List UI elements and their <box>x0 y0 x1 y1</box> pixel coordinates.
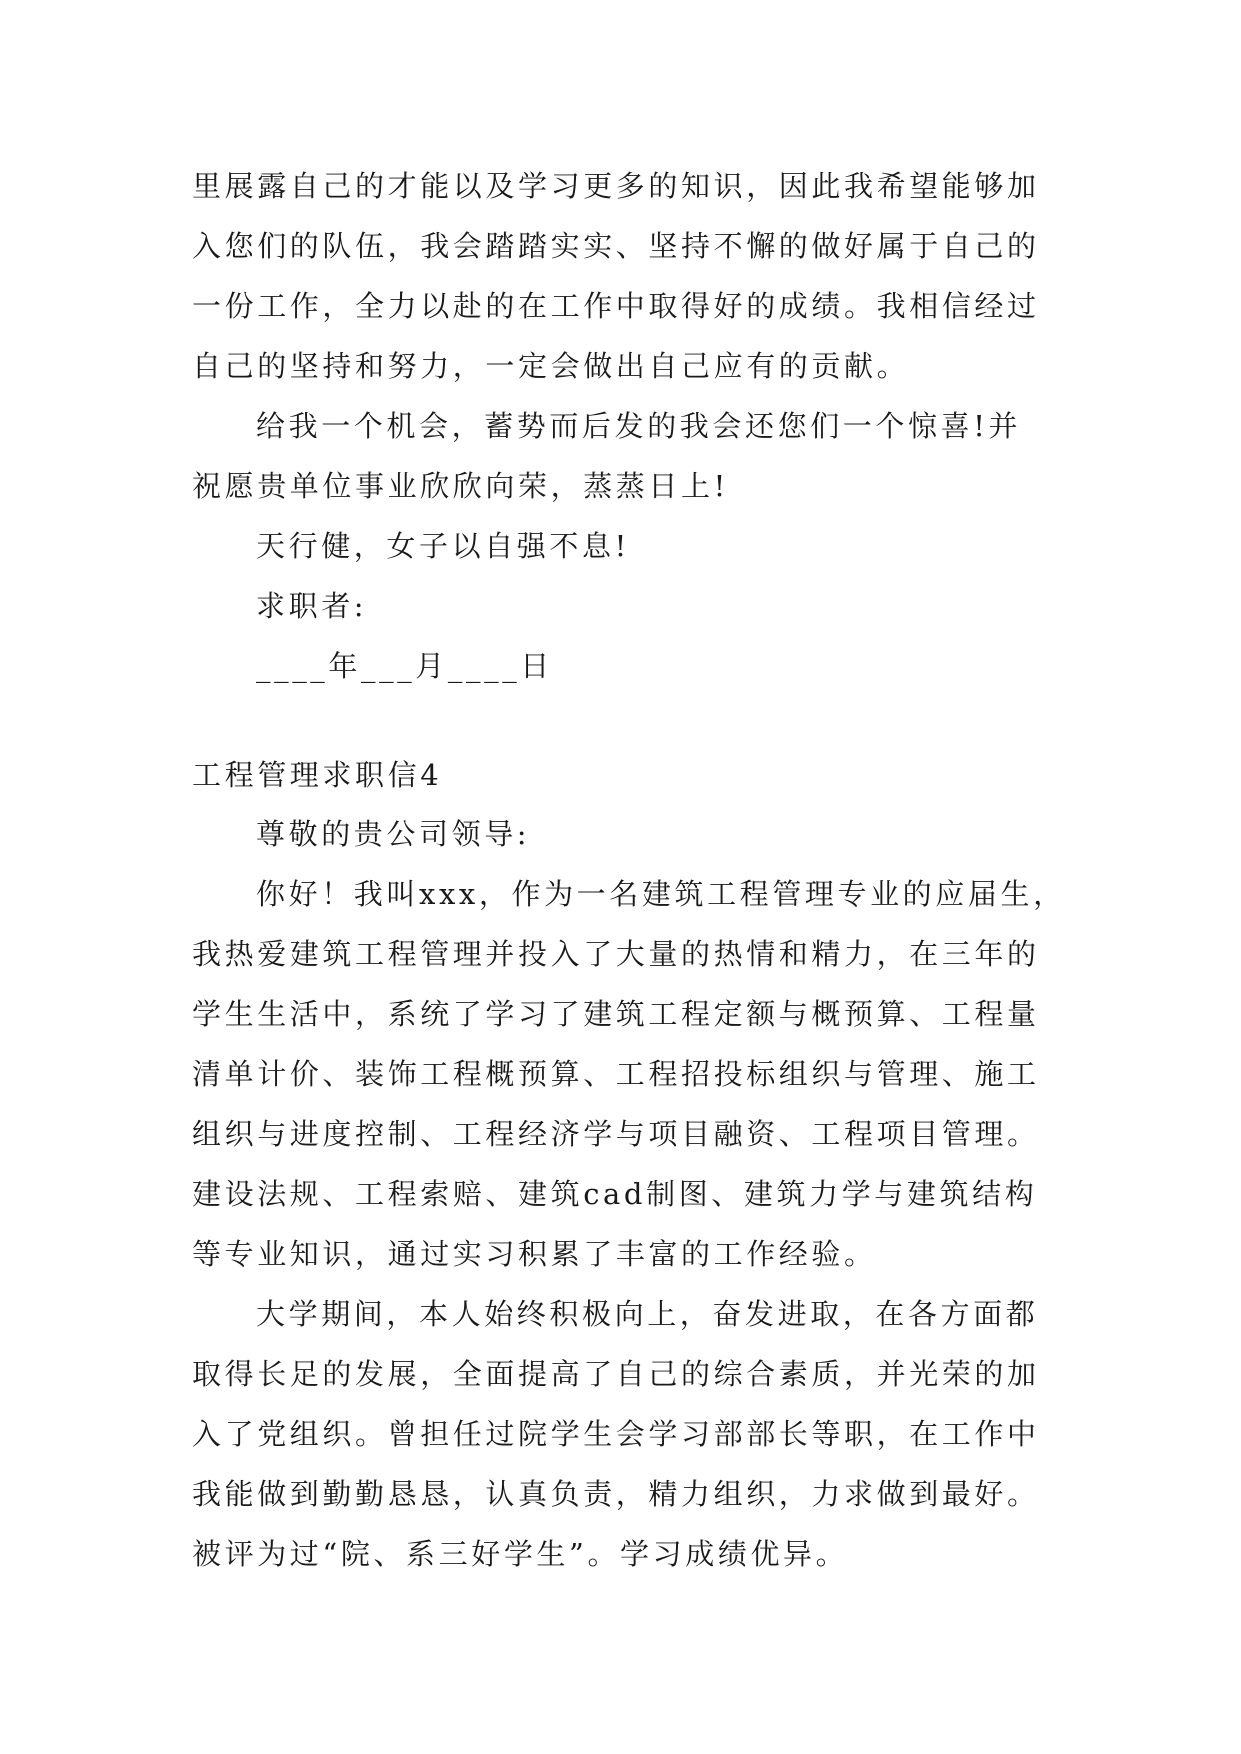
section-title-block <box>192 745 1072 805</box>
paragraph-line: 被评为过“院、系三好学生”。学习成绩优异。 <box>192 1537 849 1571</box>
letter-continuation <box>192 156 1072 696</box>
date-line: ____年___月____日 <box>256 649 553 683</box>
section-title: 工程管理求职信4 <box>192 758 443 792</box>
motto-line: 天行健，女子以自强不息! <box>256 529 630 563</box>
paragraph-line: 清单计价、装饰工程概预算、工程招投标组织与管理、施工 <box>192 1057 1040 1091</box>
letter-greeting: 尊敬的贵公司领导: <box>256 817 531 851</box>
paragraph-line: 等专业知识，通过实习积累了丰富的工作经验。 <box>192 1237 877 1271</box>
paragraph-line: 一份工作，全力以赴的在工作中取得好的成绩。我相信经过 <box>192 289 1040 323</box>
paragraph-line: 你好！我叫xxx，作为一名建筑工程管理专业的应届生， <box>256 877 1066 911</box>
paragraph-line: 里展露自己的才能以及学习更多的知识，因此我希望能够加 <box>192 169 1040 203</box>
applicant-signature-line: 求职者: <box>256 589 368 623</box>
paragraph-line: 入了党组织。曾担任过院学生会学习部部长等职，在工作中 <box>192 1417 1040 1451</box>
paragraph-line: 我热爱建筑工程管理并投入了大量的热情和精力，在三年的 <box>192 937 1040 971</box>
paragraph-line: 大学期间，本人始终积极向上，奋发进取，在各方面都 <box>256 1297 1039 1331</box>
paragraph-line: 入您们的队伍，我会踏踏实实、坚持不懈的做好属于自己的 <box>192 229 1040 263</box>
paragraph-line: 祝愿贵单位事业欣欣向荣，蒸蒸日上! <box>192 469 729 503</box>
paragraph-line: 组织与进度控制、工程经济学与项目融资、工程项目管理。 <box>192 1117 1040 1151</box>
paragraph-line: 取得长足的发展，全面提高了自己的综合素质，并光荣的加 <box>192 1357 1040 1391</box>
paragraph-line: 自己的坚持和努力，一定会做出自己应有的贡献。 <box>192 349 910 383</box>
paragraph-line: 给我一个机会，蓄势而后发的我会还您们一个惊喜!并 <box>256 409 1022 443</box>
cover-letter-4 <box>192 804 1072 1584</box>
paragraph-line: 建设法规、工程索赔、建筑cad制图、建筑力学与建筑结构 <box>192 1177 1038 1211</box>
paragraph-line: 学生生活中，系统了学习了建筑工程定额与概预算、工程量 <box>192 997 1040 1031</box>
paragraph-line: 我能做到勤勤恳恳，认真负责，精力组织，力求做到最好。 <box>192 1477 1040 1511</box>
